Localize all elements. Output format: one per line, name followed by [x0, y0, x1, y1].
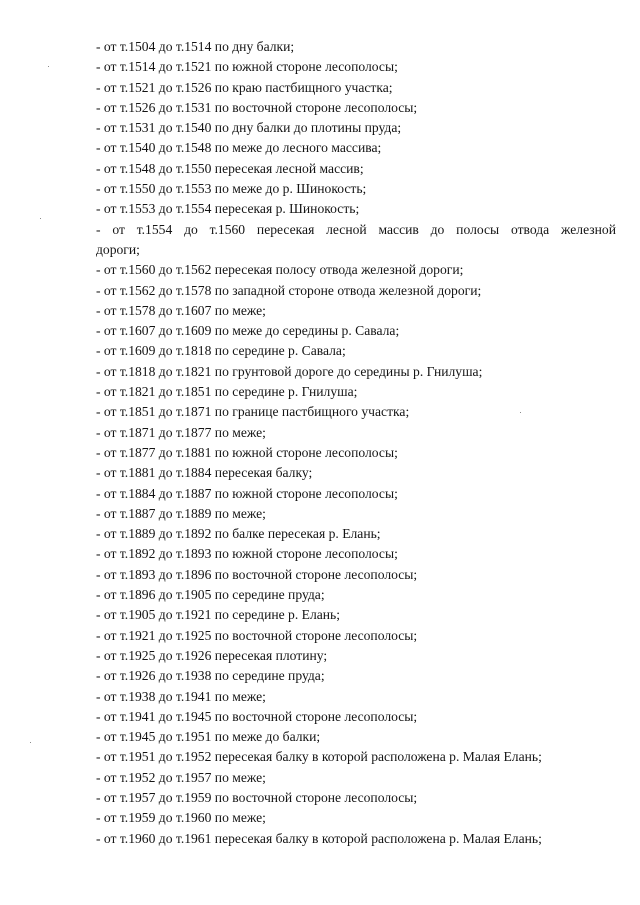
- boundary-line: - от т.1821 до т.1851 по середине р. Гнилуша;: [96, 384, 358, 400]
- boundary-line: - от т.1560 до т.1562 пересекая полосу отвода железной дороги;: [96, 262, 464, 278]
- boundary-line: - от т.1952 до т.1957 по меже;: [96, 769, 266, 785]
- boundary-line: - от т.1578 до т.1607 по меже;: [96, 302, 266, 318]
- boundary-line: - от т.1892 до т.1893 по южной стороне лесополосы;: [96, 546, 398, 562]
- boundary-line: - от т.1550 до т.1553 по меже до р. Шинокость;: [96, 181, 367, 197]
- scan-speck: [40, 218, 41, 219]
- boundary-line: - от т.1893 до т.1896 по восточной стороне лесополосы;: [96, 566, 418, 582]
- boundary-line: - от т.1548 до т.1550 пересекая лесной массив;: [96, 160, 364, 176]
- boundary-line: - от т.1540 до т.1548 по меже до лесного массива;: [96, 140, 382, 156]
- boundary-line: - от т.1851 до т.1871 по границе пастбищного участка;: [96, 404, 410, 420]
- boundary-line: - от т.1889 до т.1892 по балке пересекая р. Елань;: [96, 526, 381, 542]
- boundary-line: - от т.1526 до т.1531 по восточной стороне лесополосы;: [96, 99, 418, 115]
- boundary-line: - от т.1926 до т.1938 по середине пруда;: [96, 668, 325, 684]
- boundary-line: - от т.1531 до т.1540 по дну балки до плотины пруда;: [96, 120, 402, 136]
- boundary-line: - от т.1959 до т.1960 по меже;: [96, 810, 266, 826]
- boundary-line: - от т.1554 до т.1560 пересекая лесной массив до полосы отвода железной: [96, 221, 616, 237]
- boundary-description-list: [96, 37, 616, 849]
- boundary-line: - от т.1562 до т.1578 по западной стороне отвода железной дороги;: [96, 282, 482, 298]
- boundary-line: - от т.1960 до т.1961 пересекая балку в которой расположена р. Малая Елань;: [96, 830, 542, 846]
- boundary-line: - от т.1818 до т.1821 по грунтовой дороге до середины р. Гнилуша;: [96, 363, 483, 379]
- boundary-line-continuation: дороги;: [96, 241, 140, 257]
- boundary-line: - от т.1877 до т.1881 по южной стороне лесополосы;: [96, 444, 398, 460]
- boundary-line: - от т.1884 до т.1887 по южной стороне лесополосы;: [96, 485, 398, 501]
- boundary-line: - от т.1881 до т.1884 пересекая балку;: [96, 465, 313, 481]
- boundary-line: - от т.1925 до т.1926 пересекая плотину;: [96, 647, 328, 663]
- boundary-line: - от т.1871 до т.1877 по меже;: [96, 424, 266, 440]
- boundary-line: - от т.1887 до т.1889 по меже;: [96, 505, 266, 521]
- boundary-line: - от т.1896 до т.1905 по середине пруда;: [96, 587, 325, 603]
- boundary-line: - от т.1938 до т.1941 по меже;: [96, 688, 266, 704]
- boundary-line: - от т.1957 до т.1959 по восточной стороне лесополосы;: [96, 789, 418, 805]
- boundary-line: - от т.1609 до т.1818 по середине р. Савала;: [96, 343, 346, 359]
- boundary-line: - от т.1905 до т.1921 по середине р. Елань;: [96, 607, 341, 623]
- boundary-line: - от т.1514 до т.1521 по южной стороне лесополосы;: [96, 59, 398, 75]
- scan-speck: [48, 66, 49, 67]
- boundary-line: - от т.1521 до т.1526 по краю пастбищного участка;: [96, 79, 393, 95]
- boundary-line: - от т.1945 до т.1951 по меже до балки;: [96, 729, 321, 745]
- boundary-line: - от т.1921 до т.1925 по восточной стороне лесополосы;: [96, 627, 418, 643]
- boundary-line: - от т.1941 до т.1945 по восточной стороне лесополосы;: [96, 708, 418, 724]
- boundary-line: - от т.1553 до т.1554 пересекая р. Шинокость;: [96, 201, 360, 217]
- boundary-line: - от т.1607 до т.1609 по меже до середины р. Савала;: [96, 323, 400, 339]
- boundary-line: - от т.1504 до т.1514 по дну балки;: [96, 39, 295, 54]
- boundary-line: - от т.1951 до т.1952 пересекая балку в которой расположена р. Малая Елань;: [96, 749, 542, 765]
- scan-speck: [30, 742, 31, 743]
